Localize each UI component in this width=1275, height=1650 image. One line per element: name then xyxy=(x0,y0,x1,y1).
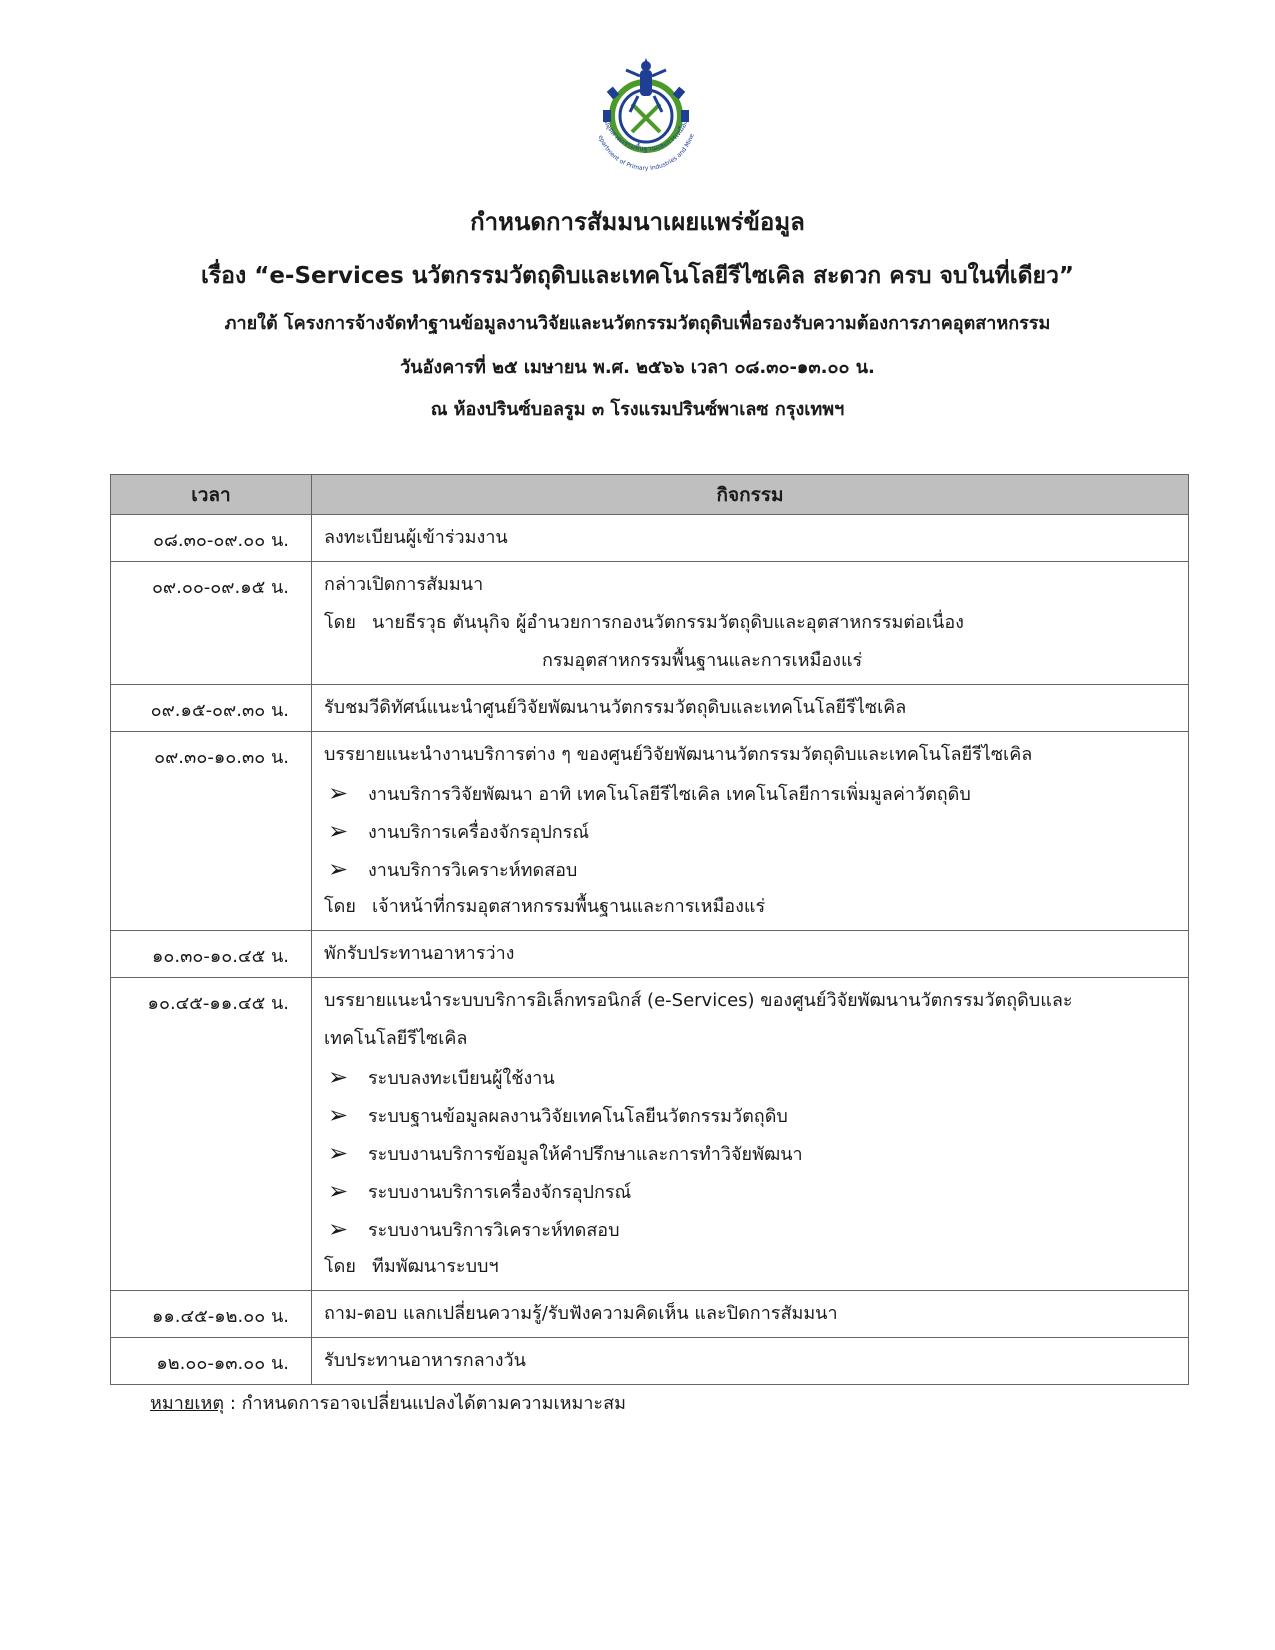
list-item-text: งานบริการวิเคราะห์ทดสอบ xyxy=(368,859,578,881)
arrow-bullet-icon: ➢ xyxy=(328,1139,349,1167)
row-time: ๑๐.๔๕-๑๑.๔๕ น. xyxy=(111,978,312,1291)
speaker-line xyxy=(324,888,1178,926)
row-activity xyxy=(312,931,1189,978)
logo-text-top: มอุตสาหกรรมพื้นฐานและการเหมือง xyxy=(602,118,690,153)
page-title: กำหนดการสัมมนาเผยแพร่ข้อมูล xyxy=(470,208,805,236)
by-label: โดย xyxy=(324,1256,356,1277)
activity-text-continued: เทคโนโลยีรีไซเคิล xyxy=(324,1028,468,1049)
activity-text: ถาม-ตอบ แลกเปลี่ยนความรู้/รับฟังความคิดเห็น และปิดการสัมมนา xyxy=(324,1303,838,1324)
list-item-text: งานบริการวิจัยพัฒนา อาทิ เทคโนโลยีรีไซเคิล เทคโนโลยีการเพิ่มมูลค่าวัตถุดิบ xyxy=(368,783,971,805)
list-item-text: ระบบลงทะเบียนผู้ใช้งาน xyxy=(368,1067,555,1089)
table-row xyxy=(111,515,1189,562)
table-row xyxy=(111,1291,1189,1338)
arrow-bullet-icon: ➢ xyxy=(328,855,349,883)
speaker-line xyxy=(324,1248,1178,1286)
arrow-bullet-icon: ➢ xyxy=(328,1177,349,1205)
arrow-bullet-icon: ➢ xyxy=(328,779,349,807)
activity-text: ลงทะเบียนผู้เข้าร่วมงาน xyxy=(324,527,508,548)
speaker-name: เจ้าหน้าที่กรมอุตสาหกรรมพื้นฐานและการเหมืองแร่ xyxy=(372,896,766,917)
list-item xyxy=(324,774,1178,812)
row-activity xyxy=(312,978,1189,1291)
by-label: โดย xyxy=(324,612,356,633)
row-activity xyxy=(312,685,1189,732)
arrow-bullet-icon: ➢ xyxy=(328,817,349,845)
table-row xyxy=(111,685,1189,732)
list-item xyxy=(324,1096,1178,1134)
list-item xyxy=(324,1210,1178,1248)
table-row xyxy=(111,732,1189,931)
list-item-text: ระบบฐานข้อมูลผลงานวิจัยเทคโนโลยีนวัตกรรมวัตถุดิบ xyxy=(368,1105,788,1127)
speaker-line xyxy=(324,604,1178,642)
activity-text: บรรยายแนะนำระบบบริการอิเล็กทรอนิกส์ (e-Services) ของศูนย์วิจัยพัฒนานวัตกรรมวัตถุดิบและ xyxy=(324,990,1073,1011)
speaker-org: กรมอุตสาหกรรมพื้นฐานและการเหมืองแร่ xyxy=(542,650,863,671)
arrow-bullet-icon: ➢ xyxy=(328,1215,349,1243)
list-item-text: ระบบงานบริการข้อมูลให้คำปรึกษาและการทำวิจัยพัฒนา xyxy=(368,1143,803,1165)
schedule-table xyxy=(110,474,1189,1385)
row-activity xyxy=(312,1291,1189,1338)
speaker-name: ทีมพัฒนาระบบฯ xyxy=(372,1256,499,1277)
arrow-bullet-icon: ➢ xyxy=(328,1063,349,1091)
list-item xyxy=(324,1058,1178,1096)
row-activity xyxy=(312,562,1189,685)
row-time: ๐๙.๐๐-๐๙.๑๕ น. xyxy=(111,562,312,685)
activity-text: กล่าวเปิดการสัมมนา xyxy=(324,574,484,595)
project-line: ภายใต้ โครงการจ้างจัดทำฐานข้อมูลงานวิจัยและนวัตกรรมวัตถุดิบเพื่อรองรับความต้องการภาคอุตสาหกรรม xyxy=(224,313,1051,334)
header-activity: กิจกรรม xyxy=(312,475,1189,515)
activity-text: พักรับประทานอาหารว่าง xyxy=(324,943,515,964)
activity-text: รับประทานอาหารกลางวัน xyxy=(324,1350,526,1371)
department-logo-icon xyxy=(586,54,706,172)
list-item-text: งานบริการเครื่องจักรอุปกรณ์ xyxy=(368,821,590,843)
row-activity xyxy=(312,515,1189,562)
row-activity xyxy=(312,1338,1189,1385)
list-item xyxy=(324,1172,1178,1210)
table-row xyxy=(111,978,1189,1291)
note-label: หมายเหตุ xyxy=(150,1393,225,1414)
speaker-name: นายธีรวุธ ตันนุกิจ ผู้อำนวยการกองนวัตกรรมวัตถุดิบและอุตสาหกรรมต่อเนื่อง xyxy=(372,612,964,633)
list-item xyxy=(324,850,1178,888)
row-time: ๑๒.๐๐-๑๓.๐๐ น. xyxy=(111,1338,312,1385)
list-item xyxy=(324,1134,1178,1172)
header-time: เวลา xyxy=(111,475,312,515)
arrow-bullet-icon: ➢ xyxy=(328,1101,349,1129)
table-row xyxy=(111,562,1189,685)
activity-text: รับชมวีดิทัศน์แนะนำศูนย์วิจัยพัฒนานวัตกรรมวัตถุดิบและเทคโนโลยีรีไซเคิล xyxy=(324,697,907,718)
row-activity xyxy=(312,732,1189,931)
row-time: ๐๙.๑๕-๐๙.๓๐ น. xyxy=(111,685,312,732)
list-item xyxy=(324,812,1178,850)
subject-line: เรื่อง “e-Services นวัตกรรมวัตถุดิบและเทคโนโลยีรีไซเคิล สะดวก ครบ จบในที่เดียว” xyxy=(200,263,1075,289)
table-header-row xyxy=(111,475,1189,515)
by-label: โดย xyxy=(324,896,356,917)
list-item-text: ระบบงานบริการวิเคราะห์ทดสอบ xyxy=(368,1219,620,1241)
row-time: ๐๙.๓๐-๑๐.๓๐ น. xyxy=(111,732,312,931)
list-item-text: ระบบงานบริการเครื่องจักรอุปกรณ์ xyxy=(368,1181,632,1203)
logo-text-bottom: epartment of Primary Industries and Mine xyxy=(596,132,696,172)
footnote xyxy=(150,1388,626,1417)
table-row xyxy=(111,931,1189,978)
row-time: ๑๑.๔๕-๑๒.๐๐ น. xyxy=(111,1291,312,1338)
venue-line: ณ ห้องปรินซ์บอลรูม ๓ โรงแรมปรินซ์พาเลซ กรุงเทพฯ xyxy=(430,399,845,420)
activity-text: บรรยายแนะนำงานบริการต่าง ๆ ของศูนย์วิจัยพัฒนานวัตกรรมวัตถุดิบและเทคโนโลยีรีไซเคิล xyxy=(324,744,1033,765)
row-time: ๐๘.๓๐-๐๙.๐๐ น. xyxy=(111,515,312,562)
date-line: วันอังคารที่ ๒๕ เมษายน พ.ศ. ๒๕๖๖ เวลา ๐๘.๓๐-๑๓.๐๐ น. xyxy=(400,357,875,378)
row-time: ๑๐.๓๐-๑๐.๔๕ น. xyxy=(111,931,312,978)
note-text: : กำหนดการอาจเปลี่ยนแปลงได้ตามความเหมาะสม xyxy=(224,1393,626,1414)
table-row xyxy=(111,1338,1189,1385)
